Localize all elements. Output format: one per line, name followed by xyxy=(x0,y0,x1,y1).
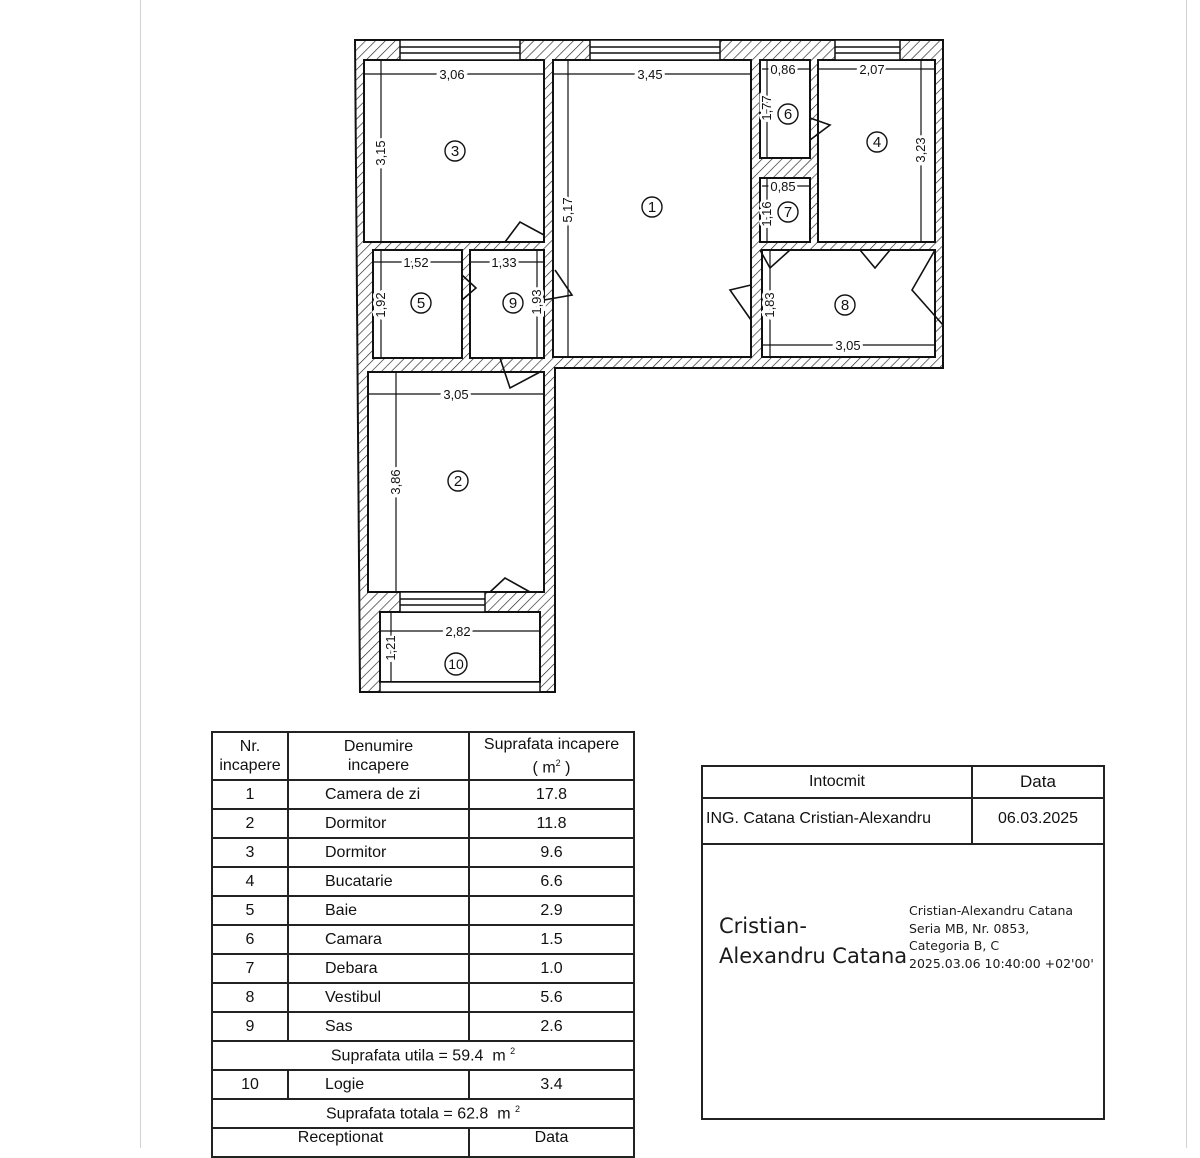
room-marker-10 xyxy=(445,653,467,675)
table-row: 9 Sas 2.6 xyxy=(212,1012,634,1041)
table-row: 7 Debara 1.0 xyxy=(212,954,634,983)
table-row: 8 Vestibul 5.6 xyxy=(212,983,634,1012)
dim-1-52: 1,52 xyxy=(403,255,429,270)
room-marker-9 xyxy=(503,293,523,313)
dim-1-83: 1,83 xyxy=(762,292,777,318)
room-marker-7 xyxy=(778,202,798,222)
header-nr: Nr. incapere xyxy=(212,732,288,780)
header-name: Denumire incapere xyxy=(288,732,469,780)
dim-5-17: 5,17 xyxy=(560,197,575,223)
dim-3-86: 3,86 xyxy=(388,469,403,495)
dim-2-82: 2,82 xyxy=(445,624,471,639)
reception-row: Receptionat Data xyxy=(212,1128,634,1157)
svg-text:4: 4 xyxy=(872,134,882,151)
table-row: 4 Bucatarie 6.6 xyxy=(212,867,634,896)
dim-3-45: 3,45 xyxy=(637,67,663,82)
rooms-table-header xyxy=(212,732,634,780)
svg-text:9: 9 xyxy=(508,295,518,312)
room-marker-4 xyxy=(867,132,887,152)
room-marker-5 xyxy=(411,293,431,313)
room-marker-6 xyxy=(778,104,798,124)
doors xyxy=(462,118,943,592)
author-date: 06.03.2025 xyxy=(997,810,1079,827)
header-area: Suprafata incapere ( $m^2$ ) xyxy=(469,732,634,780)
dim-3-06: 3,06 xyxy=(439,67,465,82)
svg-text:2: 2 xyxy=(453,473,463,490)
svg-text:8: 8 xyxy=(840,297,850,314)
room-marker-1 xyxy=(642,197,662,217)
svg-text:7: 7 xyxy=(783,204,793,221)
dim-1-92: 1,92 xyxy=(373,292,388,318)
author-name: ING. Catana Cristian-Alexandru xyxy=(706,810,931,827)
dim-1-77: 1,77 xyxy=(759,95,774,121)
dim-1-16: 1,16 xyxy=(759,201,774,227)
table-row: 3 Dormitor 9.6 xyxy=(212,838,634,867)
digital-signature-name: Cristian- Alexandru Catana xyxy=(719,914,908,968)
table-row: 6 Camara 1.5 xyxy=(212,925,634,954)
svg-text:3: 3 xyxy=(450,143,460,160)
dim-0-85: 0,85 xyxy=(770,179,796,194)
svg-text:10: 10 xyxy=(448,656,464,672)
dim-1-93: 1,93 xyxy=(529,289,544,315)
total-area-row: Suprafata totala = 62.8 m $^2$ xyxy=(212,1099,634,1128)
table-row: 5 Baie 2.9 xyxy=(212,896,634,925)
svg-text:6: 6 xyxy=(783,106,793,123)
dim-3-05-dormitor: 3,05 xyxy=(443,387,469,402)
room-marker-2 xyxy=(448,471,468,491)
room-marker-3 xyxy=(445,141,465,161)
dim-1-21: 1,21 xyxy=(383,635,398,661)
dim-3-15: 3,15 xyxy=(373,140,388,166)
date-header: Data xyxy=(1020,772,1056,791)
digital-signature-details: Cristian-Alexandru Catana Seria MB, Nr. 0853, Categoria B, C 2025.03.06 10:40:00 +02'00' xyxy=(909,903,1094,971)
table-row: 1 Camera de zi 17.8 xyxy=(212,780,634,809)
author-header: Intocmit xyxy=(808,773,865,790)
dim-3-23: 3,23 xyxy=(913,137,928,163)
signature-box xyxy=(701,765,1105,1120)
room-marker-8 xyxy=(835,295,855,315)
dim-2-07: 2,07 xyxy=(859,62,885,77)
rooms-table xyxy=(211,731,635,1158)
dim-1-33: 1,33 xyxy=(491,255,517,270)
table-row: 2 Dormitor 11.8 xyxy=(212,809,634,838)
dim-0-86: 0,86 xyxy=(770,62,796,77)
svg-text:1: 1 xyxy=(647,199,657,216)
useful-area-row: Suprafata utila = 59.4 m $^2$ xyxy=(212,1041,634,1070)
dim-3-05-vestibul: 3,05 xyxy=(835,338,861,353)
loggia-row: 10 Logie 3.4 xyxy=(212,1070,634,1099)
svg-text:5: 5 xyxy=(416,295,426,312)
